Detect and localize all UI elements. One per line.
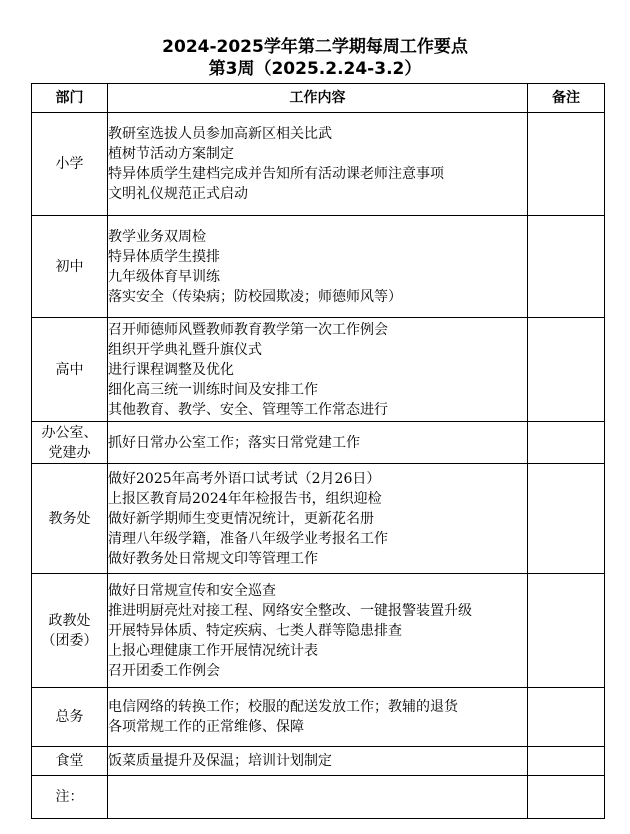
work-item: 上报心理健康工作开展情况统计表 — [108, 642, 318, 659]
dept-name: 办公室、 — [41, 424, 98, 441]
work-item: 电信网络的转换工作；校服的配送发放工作；教辅的退货 — [108, 699, 458, 715]
work-item: 清理八年级学籍，准备八年级学业考报名工作 — [108, 530, 388, 547]
work-item: 推进明厨亮灶对接工程、网络安全整改、一键报警装置升级 — [108, 602, 472, 619]
remarks-cell — [528, 318, 605, 422]
dept-cell — [32, 216, 108, 318]
work-item: 做好2025年高考外语口试考试（2月26日） — [108, 470, 381, 487]
content-cell — [108, 776, 528, 819]
dept-cell — [32, 422, 108, 464]
work-item: 其他教育、教学、安全、管理等工作常态进行 — [108, 401, 388, 418]
work-item: 开展特异体质、特定疾病、七类人群等隐患排查 — [108, 622, 402, 639]
work-item: 细化高三统一训练时间及安排工作 — [108, 381, 318, 398]
work-item: 特异体质学生建档完成并告知所有活动课老师注意事项 — [108, 166, 444, 182]
table-row — [32, 688, 605, 747]
dept-name: 食堂 — [55, 753, 84, 769]
table-row — [32, 318, 605, 422]
content-cell — [108, 216, 528, 318]
dept-name: 政教处 — [48, 612, 91, 629]
header-remarks: 备注 — [528, 84, 605, 113]
remarks-cell — [528, 422, 605, 464]
work-item: 上报区教育局2024年年检报告书，组织迎检 — [108, 490, 382, 507]
content-cell — [108, 464, 528, 574]
document-subtitle: 第3周（2025.2.24-3.2） — [208, 59, 422, 79]
dept-cell — [32, 776, 108, 819]
work-item: 召开师德师风暨教师教育教学第一次工作例会 — [108, 321, 388, 338]
dept-name: 小学 — [55, 156, 84, 172]
work-item: 抓好日常办公室工作；落实日常党建工作 — [108, 434, 360, 451]
table-row — [32, 747, 605, 776]
content-cell — [108, 688, 528, 747]
dept-cell — [32, 688, 108, 747]
remarks-cell — [528, 776, 605, 819]
dept-name: 高中 — [55, 361, 84, 378]
work-item: 召开团委工作例会 — [108, 662, 220, 679]
remarks-cell — [528, 574, 605, 688]
table-row — [32, 422, 605, 464]
table-header-row — [32, 84, 605, 113]
content-cell — [108, 318, 528, 422]
work-item: 组织开学典礼暨升旗仪式 — [108, 341, 262, 358]
work-item: 进行课程调整及优化 — [108, 361, 234, 378]
dept-name: （团委） — [41, 632, 98, 649]
work-item: 植树节活动方案制定 — [108, 146, 234, 162]
dept-name: 注： — [55, 789, 84, 805]
weekly-plan-table — [31, 83, 605, 819]
content-cell — [108, 422, 528, 464]
work-item: 做好新学期师生变更情况统计，更新花名册 — [108, 510, 374, 527]
dept-cell — [32, 113, 108, 216]
remarks-cell — [528, 464, 605, 574]
remarks-cell — [528, 113, 605, 216]
dept-cell — [32, 464, 108, 574]
dept-cell — [32, 747, 108, 776]
dept-name: 教务处 — [48, 510, 91, 527]
table-row — [32, 776, 605, 819]
work-item: 做好教务处日常规文印等管理工作 — [108, 550, 318, 567]
header-content: 工作内容 — [108, 84, 528, 113]
remarks-cell — [528, 688, 605, 747]
table-row — [32, 216, 605, 318]
work-item: 九年级体育早训练 — [108, 268, 220, 285]
dept-name: 党建办 — [48, 444, 91, 461]
header-dept: 部门 — [32, 84, 108, 113]
content-cell — [108, 574, 528, 688]
remarks-cell — [528, 747, 605, 776]
work-item: 教学业务双周检 — [108, 228, 206, 245]
table-row — [32, 574, 605, 688]
work-item: 教研室选拔人员参加高新区相关比武 — [108, 126, 332, 142]
content-cell — [108, 747, 528, 776]
table-row — [32, 113, 605, 216]
dept-name: 总务 — [55, 709, 84, 725]
table-row — [32, 464, 605, 574]
content-cell — [108, 113, 528, 216]
remarks-cell — [528, 216, 605, 318]
document-title: 2024-2025学年第二学期每周工作要点 — [162, 37, 468, 57]
work-item: 做好日常规宣传和安全巡查 — [108, 582, 276, 599]
work-item: 落实安全（传染病；防校园欺凌；师德师风等） — [108, 288, 402, 305]
dept-name: 初中 — [55, 258, 84, 275]
dept-cell — [32, 574, 108, 688]
dept-cell — [32, 318, 108, 422]
work-item: 文明礼仪规范正式启动 — [108, 186, 248, 202]
work-item: 各项常规工作的正常维修、保障 — [108, 719, 304, 735]
work-item: 饭菜质量提升及保温；培训计划制定 — [108, 753, 332, 769]
work-item: 特异体质学生摸排 — [108, 248, 220, 265]
